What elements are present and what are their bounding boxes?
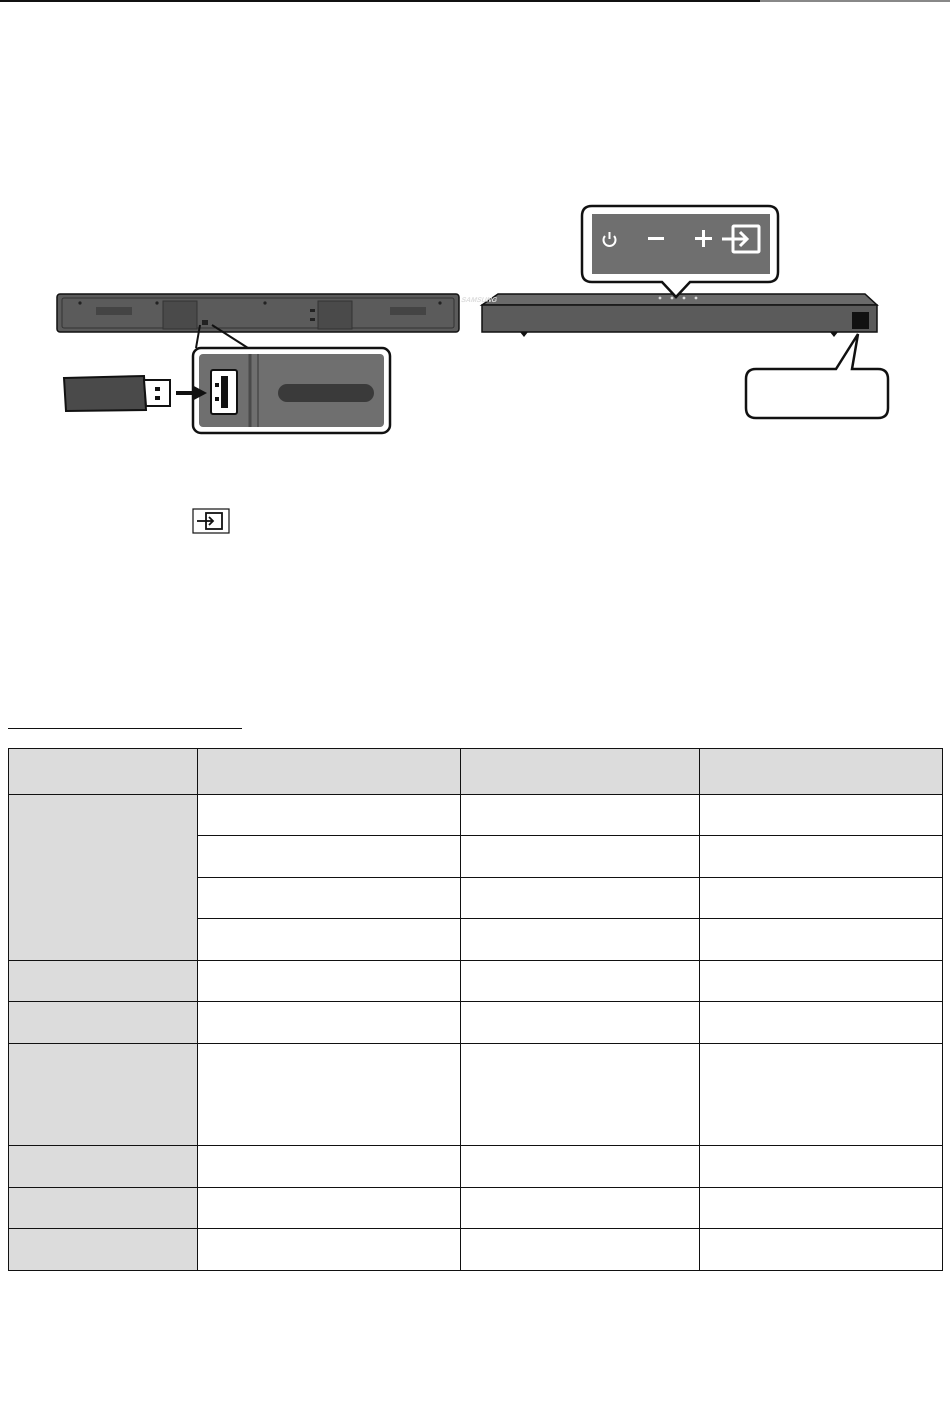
table-cell bbox=[461, 919, 700, 961]
table-cell bbox=[198, 1146, 461, 1188]
table-row bbox=[9, 1229, 943, 1271]
table-header-cell bbox=[198, 749, 461, 795]
table-row bbox=[9, 794, 943, 836]
table-row-header bbox=[9, 960, 198, 1002]
table-header-cell bbox=[9, 749, 198, 795]
usb-port-icon bbox=[211, 370, 237, 414]
top-panel-callout bbox=[582, 206, 778, 297]
port-callout-box bbox=[193, 348, 390, 433]
table-header-cell bbox=[700, 749, 943, 795]
table-cell bbox=[198, 794, 461, 836]
top-rule-black bbox=[0, 0, 760, 2]
table-cell bbox=[461, 960, 700, 1002]
soundbar-front-view bbox=[460, 294, 877, 337]
page-top-rule bbox=[0, 0, 950, 5]
table-cell bbox=[198, 960, 461, 1002]
table-row-header bbox=[9, 1043, 198, 1145]
usb-stick-icon bbox=[64, 376, 170, 411]
table-cell bbox=[461, 794, 700, 836]
table-header-row bbox=[9, 749, 943, 795]
table-row bbox=[9, 1187, 943, 1229]
table-cell bbox=[198, 1229, 461, 1271]
soundbar-illustration bbox=[0, 180, 950, 440]
table-row-header bbox=[9, 1187, 198, 1229]
remote-sensor-callout bbox=[746, 334, 888, 418]
speaker-brand-label: SAMSUNG bbox=[459, 295, 499, 304]
table-row-header bbox=[9, 794, 198, 960]
specification-table bbox=[8, 748, 943, 1271]
table-header-cell bbox=[461, 749, 700, 795]
table-cell bbox=[198, 877, 461, 919]
table-cell bbox=[461, 1229, 700, 1271]
table-cell bbox=[700, 1229, 943, 1271]
source-icon bbox=[192, 508, 230, 534]
table-cell bbox=[461, 877, 700, 919]
table-row bbox=[9, 1002, 943, 1044]
table-cell bbox=[461, 1043, 700, 1145]
table-row-header bbox=[9, 1002, 198, 1044]
table-cell bbox=[700, 794, 943, 836]
table-cell bbox=[198, 1187, 461, 1229]
table-cell bbox=[461, 836, 700, 878]
table-cell bbox=[700, 1146, 943, 1188]
table-cell bbox=[700, 1187, 943, 1229]
table-cell bbox=[461, 1146, 700, 1188]
table-row bbox=[9, 960, 943, 1002]
table-cell bbox=[461, 1002, 700, 1044]
table-cell bbox=[700, 877, 943, 919]
top-rule-grey bbox=[760, 0, 950, 2]
table-row bbox=[9, 1146, 943, 1188]
table-cell bbox=[461, 1187, 700, 1229]
volume-down-icon bbox=[648, 237, 664, 240]
section-underline bbox=[8, 728, 242, 729]
table-cell bbox=[700, 1043, 943, 1145]
table-row bbox=[9, 1043, 943, 1145]
table-cell bbox=[700, 836, 943, 878]
table-cell bbox=[700, 960, 943, 1002]
table-cell bbox=[700, 1002, 943, 1044]
table-cell bbox=[700, 919, 943, 961]
table-cell bbox=[198, 919, 461, 961]
table-row-header bbox=[9, 1229, 198, 1271]
table-cell bbox=[198, 1002, 461, 1044]
table-row-header bbox=[9, 1146, 198, 1188]
table-cell bbox=[198, 1043, 461, 1145]
table-cell bbox=[198, 836, 461, 878]
soundbar-rear-view bbox=[57, 294, 459, 332]
